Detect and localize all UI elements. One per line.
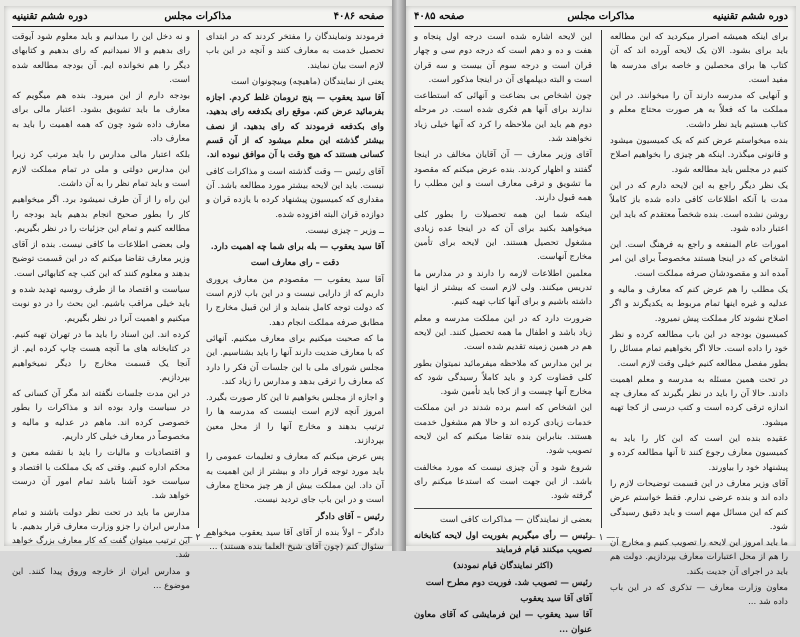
book-gutter	[392, 0, 406, 551]
left-page	[4, 6, 392, 591]
text-paragraph: یک نظر دیگر راجع به این لایحه دارم که در این مدت با آنکه اطلاعات کافی داده شده باز کاملاً روشن نشده است. بنده شخصاً معتقدم که باید این اعتبار داده شود.	[610, 180, 788, 234]
right-page-right-column	[610, 30, 788, 608]
text-paragraph: چون اشخاص بی بضاعت و آنهائی که استطاعت ندارند برای آنها هم فکری شده است. در مرحله دوم هم باید این ملاحظه را کرد که آنها خیلی زیاد نخواهند شد.	[414, 91, 592, 145]
left-page-right-column	[205, 30, 384, 553]
journal-title: مذاکرات مجلس	[164, 11, 232, 22]
text-paragraph: و مدارس ایران از خارجه وروق پیدا کنند. این موضوع ...	[12, 566, 190, 591]
text-paragraph: و نه دخل این را میدانیم و باید معلوم شود آیوقت رای بدهیم و الا نمیدانیم که رای بدهیم و کتابهای دیگر را هم نخوانده ایم. آن بودجه مطالعه شده است.	[12, 32, 190, 85]
session-label: دوره ششم تقنینیه	[12, 11, 88, 22]
text-paragraph: برای اینکه همیشه اصرار میکردید که این مطالعه باید برای بشود. الان یک لایحه آورده اند که آن کتاب ها برای محصلین و خاصه برای مدرسه ها مفید است.	[610, 32, 788, 85]
text-paragraph: ضرورت دارد که در این مملکت مدرسه و معلم زیاد باشد و اطفال ما همه تحصیل کنند. این لایحه هم در همین زمینه تقدیم شده است.	[414, 313, 592, 353]
centered-note: دقت – رای معارف است	[250, 258, 340, 269]
right-page-left-column	[414, 30, 592, 635]
text-paragraph: بنده میخواستم عرض کنم که یک کمیسیون میشود و قانونی میگذرد. اینکه هر چیزی را بخواهیم اصلاح کنیم در مجلس باید مطالعه شود.	[610, 136, 788, 175]
page-number-label: صفحه ۴۰۸۶	[333, 11, 384, 22]
section-rule	[414, 508, 592, 509]
speaker-paragraph: آقا سید یعقوب — این فرمایشی که آقای معاون عنوان ...	[414, 610, 592, 635]
speaker-paragraph: آقا سید یعقوب — پنج ترومان غلط کردم. اجازه بفرمائید عرض کنم. موقع رای بکدفعه رای بدهید. وای بکدفعه فرمودند که رای بدهید. از نصف بیشتر گذشته این معلم میشود که از آن قسم کسانی هستند که هیچ وقت با آن موافق نبوده اند.	[206, 93, 384, 161]
text-paragraph: این راه را از آن طرف نمیشود برد. اگر میخواهیم کار را بطور صحیح انجام بدهیم باید بودجه را مطالعه کنیم و تمام این جزئیات را در نظر بگیریم.	[12, 195, 190, 234]
text-paragraph: بعضی از نمایندگان — مذاکرات کافی است	[440, 514, 592, 525]
text-paragraph: امورات عام المنفعه و راجع به فرهنگ است. این اشخاص که در اینجا هستند مخصوصاً برای این امر آمده اند و مقصودشان صرفه مملکت است.	[610, 240, 788, 279]
right-page-columns	[414, 30, 788, 635]
speaker-paragraph: رئیس – آقای دادگر	[315, 511, 384, 522]
page-folio: — ۱ —	[586, 533, 616, 543]
text-paragraph: کرده اند. این اسناد را باید ما در تهران تهیه کنیم. در کتابخانه های ما آنچه هست چاپ کرده ایم. از آنجا یک قسمت مخارج را دیگر نمیخواهیم بپردازیم.	[12, 329, 190, 383]
column-divider	[601, 30, 602, 528]
right-page	[406, 6, 796, 635]
text-paragraph: این لایحه اشاره شده است درجه اول پنجاه و هفت و ده و دهم است که درجه دوم سی و چهار قران است و درجه سوم آن بیست و سه قران است و البته دیپلمهای آن در اینجا مذکور است.	[414, 32, 592, 85]
page-folio: — ۲ —	[183, 533, 213, 543]
text-paragraph: ولی بعضی اطلاعات ما کافی نیست. بنده از آقای وزیر معارف تقاضا میکنم که در این قسمت توضیح بدهند و معلوم کنند که این کتب چه کتابهائی است.	[12, 240, 190, 279]
text-paragraph: در این مدت جلسات نگفته اند مگر آن کسانی که در سیاست وارد بوده اند و مذاکرات را بطور خصوصی کرده اند. ماهم در عدلیه و مالیه و مخصوصاً در معارف خیلی کار داریم.	[12, 389, 190, 443]
text-paragraph: معاون وزارت معارف — تذکری که در این باب داده شد ...	[610, 582, 788, 608]
text-paragraph: در تحت همین مسئله به مدرسه و معلم اهمیت دادند. حالا آن را باید در نظر بگیرند که معارف چه اندازه ترقی کرده است و کتب درسی از کجا تهیه میشود.	[610, 374, 788, 428]
text-paragraph: یک مطلب را هم عرض کنم که معارف و مالیه و عدلیه و غیره اینها تمام مربوط به یکدیگرند و اگر اصلاح نشوند کار مملکت پیش نمیرود.	[610, 285, 788, 324]
text-paragraph: بودجه دارم از این میرود. بنده هم میگویم که معارف ما باید تشویق بشود. اعتبار مالی برای معارف داده شود چون که همه اهمیت را باید به معارف داد.	[12, 91, 190, 145]
text-paragraph: و اقتصادیات و مالیات را باید با نقشه معین و محکم اداره کنیم. وقتی که یک مملکت با اقتصاد و سیاست خود آشنا باشد تمام امور آن درست خواهد شد.	[12, 448, 190, 502]
text-paragraph: آقای وزیر معارف — آن آقایان مخالف در اینجا گفتند و اظهار کردند. بنده عرض میکنم که مقصود ما تشویق و ترقی معارف است و این مطلب را همه قبول دارند.	[414, 150, 592, 204]
text-paragraph: این اشخاص که اسم برده شدند در این مملکت خدمات زیادی کرده اند و حالا هم مشغول خدمت هستند. بنابراین بنده تقاضا میکنم که این لایحه تصویب شود.	[414, 403, 592, 457]
text-paragraph: آقای وزیر معارف در این قسمت توضیحات لازم را داده اند و بنده عرضی ندارم. فقط خواستم عرض کنم که این مسائل مهم است و باید دقیق رسیدگی شود.	[610, 478, 788, 532]
speaker-paragraph: رئیس — تصویب شد. فوریت دوم مطرح است	[425, 577, 592, 588]
text-paragraph: پس عرض میکنم که معارف و تعلیمات عمومی را باید مورد توجه قرار داد و بیشتر از این اهمیت به آن داد. این مملکت بیش از هر چیز محتاج معارف است و در این باب جای تردید نیست.	[206, 452, 384, 506]
text-paragraph: ما که صحبت میکنیم برای معارف میکنیم. آنهائی که با معارف ضدیت دارند آنها را باید بشناسیم. این مجلس شورای ملی با این جلسات آن فکر را دارد که معارف را ترقی بدهد و مدارس را زیاد کند.	[206, 333, 384, 387]
text-paragraph: شروع شود و آن چیزی نیست که مورد مخالفت باشد. از این جهت است که استدعا میکنم رای گرفته شود.	[414, 462, 592, 502]
text-paragraph: ــ وزیر – چیزی نیست.	[305, 225, 384, 236]
left-page-columns	[12, 30, 384, 591]
text-paragraph: و اجازه از مجلس بخواهیم تا این کار صورت بگیرد. امروز آنچه لازم است اینست که مدرسه ها را ترتیب بدهند و مخارج آنها را از محل معین بپردازند.	[205, 393, 384, 447]
text-paragraph: بلکه اعتبار مالی مدارس را باید مرتب کرد زیرا این مدارس دولتی و ملی در تمام مملکت لازم است و باید تمام نظر را به آن داشت.	[12, 150, 190, 189]
text-paragraph: معلمین اطلاعات لازمه را دارند و در مدارس ما تدریس میکنند. ولی لازم است که بیشتر از اینها داشته باشیم و برای آنها کتاب تهیه کنیم.	[414, 268, 592, 308]
text-paragraph: ما باید امروز این لایحه را تصویب کنیم و مخارج آن را هم از محل اعتبارات معارف بپردازیم. دولت هم باید در اجرای آن جدیت بکند.	[610, 538, 788, 577]
text-paragraph: دادگر – اولاً بنده از آقای آقا سید یعقوب میخواهم سئوال کنم (چون آقای شیخ العلما بنده هستند) ...	[206, 527, 384, 553]
text-paragraph: فرمودند ونمایندگان را مفتخر کردند که در ابتدای تحصیل خدمت به معارف کنند و آنچه در این باب لازم است بیان نمایند.	[206, 32, 384, 71]
text-paragraph: کمیسیون بودجه در این باب مطالعه کرده و نظر خود را داده است. حالا اگر بخواهیم تمام مسائل را بطور مفصل مطالعه کنیم خیلی وقت لازم است.	[610, 329, 788, 369]
text-paragraph: اینکه شما این همه تحصیلات را بطور کلی میخواهید بکنید برای آن که در اینجا عده زیادی مشغول تحصیل هستند. این لایحه برای تأمین مخارج آنهاست.	[414, 209, 592, 263]
text-paragraph: آقای رئیس — وقت گذشته است و مذاکرات کافی نیست. باید این لایحه بیشتر مورد مطالعه باشد. آن مقداری که کمیسیون پیشنهاد کرده با یازده قران و دوازده قران البته افزوده شده.	[206, 166, 384, 220]
centered-note: (اکثر نمایندگان قیام نمودند)	[452, 561, 554, 572]
speaker-paragraph: رئیس — رأی میگیریم بفوریت اول لایحه کتابخانه تصویب میکنند قیام فرمایند	[414, 530, 592, 556]
text-paragraph: آقا سید یعقوب — مقصودم من معارف پروری داریم که از دارایی نیست و در این باب لازم است که دولت توجه کامل بنماید و از این قبیل مخارج را مطابق صرفه مملکت انجام دهد.	[206, 274, 384, 328]
text-paragraph: یعنی از نمایندگان (ماهیچه) وبیچونوان است	[231, 76, 384, 87]
journal-title: مذاکرات مجلس	[567, 11, 635, 22]
text-paragraph: مدارس ما باید در تحت نظر دولت باشند و تمام مدارس ایران را جزو وزارت معارف قرار بدهیم. با این ترتیب میتوان گفت که کار معارف بزرگ خواهد شد.	[12, 507, 190, 561]
left-page-left-column	[12, 30, 190, 591]
text-paragraph: سیاست و اقتصاد ما از طرف روسیه تهدید شده و باید خیلی مراقب باشیم. این بحث را در دو نوبت میکنیم و اهمیت آنرا در نظر بگیریم.	[12, 285, 190, 324]
speaker-paragraph: آقای آقا سید یعقوب	[520, 593, 592, 604]
page-number-label: صفحه ۴۰۸۵	[414, 11, 465, 22]
session-label: دوره ششم تقنینیه	[712, 11, 788, 22]
left-page-header	[12, 10, 384, 27]
speaker-paragraph: آقا سید یعقوب — بله برای شما چه اهمیت دارد.	[210, 242, 384, 253]
right-page-header	[414, 10, 788, 27]
text-paragraph: و آنهایی که مدرسه دارند آن را میخوانند. در این مملکت ما که فعلاً به هر صورت محتاج معلم و کتاب هستیم باید نظر داشت.	[610, 91, 788, 130]
column-divider	[198, 30, 199, 528]
text-paragraph: بر این مدارس که ملاحظه میفرمائید نمیتوان بطور کلی قضاوت کرد و باید کاملاً رسیدگی شود که مخارج آنها چیست و از کجا باید تأمین شود.	[414, 358, 592, 398]
text-paragraph: عقیده بنده این است که این کار را باید به کمیسیون معارف رجوع کنند تا آنها مطالعه کرده و پیشنهاد خود را بیاورند.	[610, 434, 788, 473]
